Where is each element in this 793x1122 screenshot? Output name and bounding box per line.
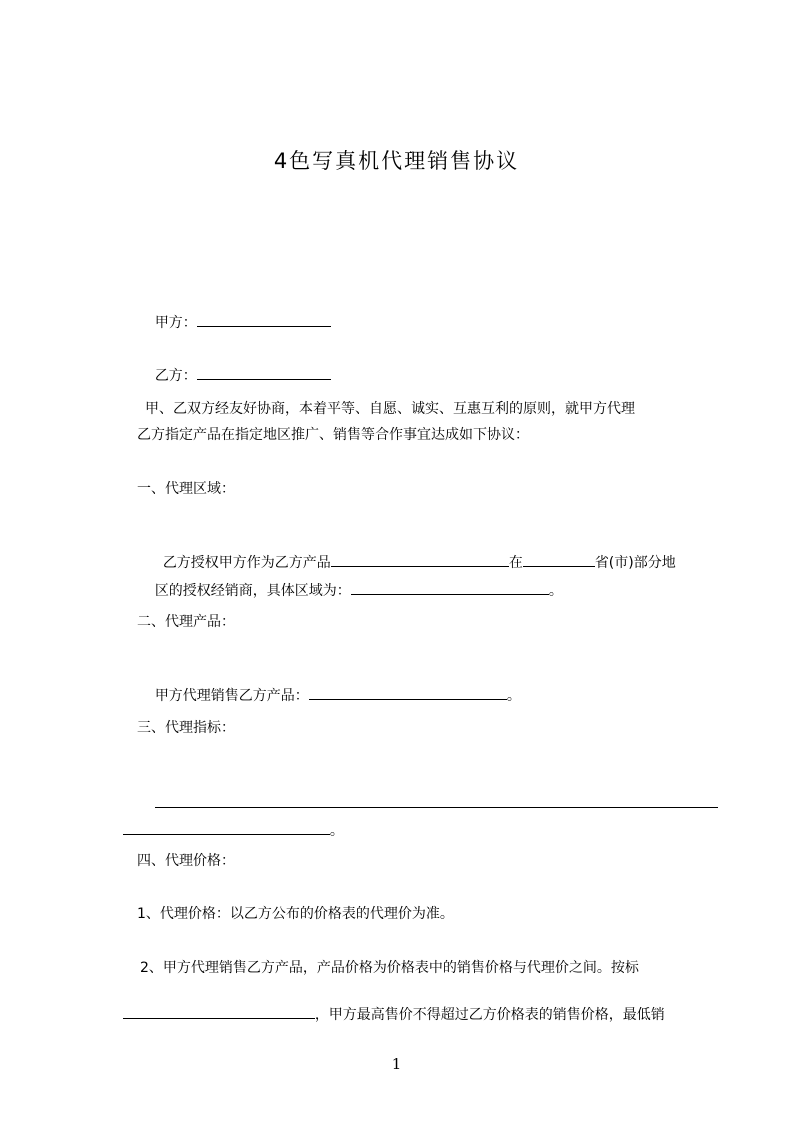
section-2-line (137, 665, 521, 726)
section-3-period: 。 (329, 823, 344, 839)
party-b-line (137, 345, 331, 406)
party-a-line (137, 292, 331, 353)
page-number: 1 (391, 1055, 402, 1073)
party-b-blank (197, 365, 331, 380)
section-4-item-1: 1、代理价格：以乙方公布的价格表的代理价为准。 (137, 906, 454, 922)
intro-line-1: 甲、乙双方经友好协商，本着平等、自愿、诚实、互惠互利的原则，就甲方代理 (145, 401, 635, 417)
section-3-heading: 三、代理指标： (137, 720, 235, 736)
section-1-text-c: 省(市)部分地 (594, 555, 676, 571)
party-a-blank (197, 312, 331, 327)
section-1-period: 。 (548, 583, 563, 599)
standard-blank (123, 1004, 315, 1019)
target-blank-2 (123, 820, 330, 835)
party-a-label: 甲方： (154, 315, 197, 331)
party-b-label: 乙方： (154, 368, 197, 384)
section-1-text-a: 乙方授权甲方作为乙方产品 (162, 555, 331, 571)
section-4-item-2-text: ，甲方最高售价不得超过乙方价格表的销售价格，最低销 (314, 1007, 665, 1023)
section-1-text-b: 在 (508, 555, 523, 571)
intro-line-2: 乙方指定产品在指定地区推广、销售等合作事宜达成如下协议： (137, 427, 529, 443)
section-1-text-d: 区的授权经销商，具体区域为： (154, 583, 351, 599)
section-1-heading: 一、代理区域： (137, 481, 235, 497)
section-2-heading: 二、代理产品： (137, 614, 235, 630)
section-2-text: 甲方代理销售乙方产品： (154, 688, 309, 704)
section-4-item-2-line-2 (105, 984, 665, 1045)
section-2-period: 。 (506, 688, 521, 704)
agency-product-blank (309, 685, 507, 700)
section-4-item-2-line-1: 2、甲方代理销售乙方产品，产品价格为价格表中的销售价格与代理价之间。按标 (140, 960, 639, 976)
section-4-heading: 四、代理价格： (137, 853, 235, 869)
region-blank (351, 580, 549, 595)
document-title: 4色写真机代理销售协议 (273, 149, 520, 173)
